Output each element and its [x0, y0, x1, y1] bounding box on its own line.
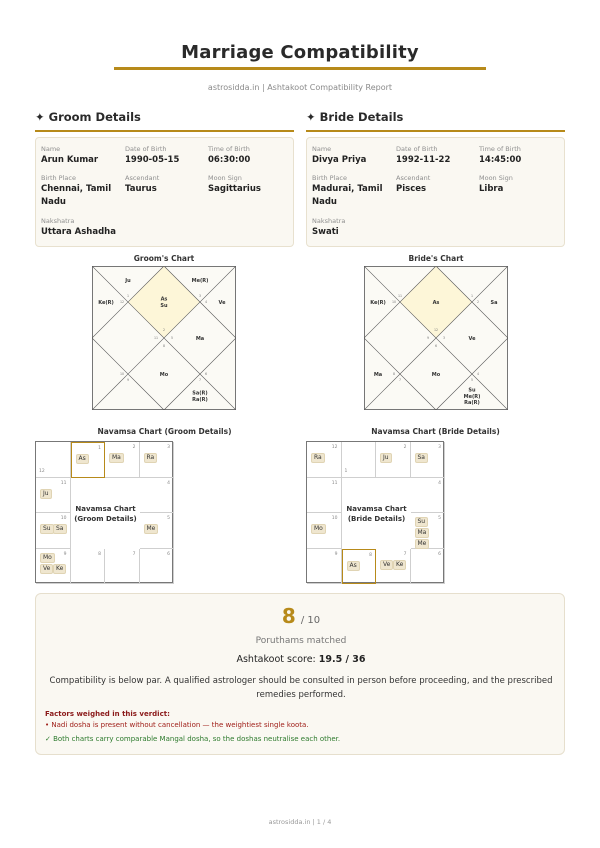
bride_navamsa-cell-vi [411, 549, 446, 585]
groom_chart-house-number: 7 [198, 378, 202, 383]
bride-place-field: Birth Place Madurai, Tamil Nadu [312, 174, 390, 209]
groom_navamsa-cell-sc [71, 549, 106, 585]
bride_navamsa-planet-sa: Sa [415, 453, 429, 463]
bride-heading-rule [306, 130, 565, 132]
groom_chart-planet-ker: Ke(R) [98, 299, 114, 306]
groom_chart-diamond [92, 266, 236, 410]
groom_chart-planet-ve: Ve [218, 299, 226, 306]
groom-heading-rule [35, 130, 294, 132]
sign-number: 9 [63, 551, 67, 557]
bride_chart-house-number: 3 [442, 336, 446, 341]
groom_navamsa-cell-ta [105, 442, 140, 478]
sign-number: 8 [98, 551, 101, 557]
title-underline [114, 67, 486, 70]
bride_chart-diamond [364, 266, 508, 410]
groom_chart-house-number: 2 [162, 328, 166, 333]
bride_chart-planet-ma: Ma [373, 371, 383, 378]
groom_navamsa-planet-ma: Ma [109, 453, 124, 463]
bride_navamsa-planet-ra: Ra [311, 453, 325, 463]
groom_navamsa-cell-le [140, 513, 175, 549]
groom-name-field: Name Arun Kumar [41, 145, 99, 165]
groom_chart-house-number: 8 [162, 344, 166, 349]
bride-asc: Pisces [396, 184, 427, 194]
groom-place-field: Birth Place Chennai, Tamil Nadu [41, 174, 119, 209]
groom_chart-planet-rar: Ra(R) [192, 397, 208, 403]
groom_navamsa-cell-cp [36, 513, 71, 549]
bride_chart-planet-as: As [432, 299, 440, 306]
bride_navamsa-planet-mo: Mo [311, 524, 326, 534]
bride-tob-field: Time of Birth 14:45:00 [479, 145, 522, 165]
sign-number: 8 [369, 552, 372, 558]
bride-name-field: Name Divya Priya [312, 145, 367, 165]
bride_chart-house-number: 9 [426, 336, 430, 341]
bride_navamsa-cell-ar [342, 442, 377, 478]
bride-chart-title: Bride's Chart [408, 254, 464, 263]
ashtakoot-label: Ashtakoot score: [236, 654, 316, 665]
groom_navamsa-planet-ju: Ju [40, 489, 52, 499]
sign-number: 10 [60, 516, 67, 521]
bride_chart-planet-ker: Ke(R) [370, 299, 386, 306]
bride-asc-field: Ascendant Pisces [396, 174, 431, 194]
groom_navamsa-planet-ra: Ra [144, 453, 158, 463]
porutham-score [36, 604, 566, 628]
groom_chart-house-number: 10 [119, 372, 125, 377]
groom_chart-planet-ma: Ma [195, 335, 205, 342]
bride_chart-house-number: 6 [434, 344, 438, 349]
groom-name: Arun Kumar [41, 155, 99, 165]
sign-number: 12 [331, 445, 338, 450]
verdict-card [35, 593, 565, 755]
bride-details-heading: ✦ Bride Details [306, 110, 404, 124]
groom-moon-field: Moon Sign Sagittarius [208, 174, 261, 194]
groom_navamsa-cell-aq [36, 478, 71, 514]
bride_navamsa-planet-su: Su [415, 517, 429, 527]
bride-moon: Libra [479, 184, 504, 194]
groom-chart-title: Groom's Chart [133, 254, 195, 263]
groom_chart-house-number: 6 [204, 372, 208, 377]
poruthams-label: Poruthams matched [255, 636, 347, 646]
groom_navamsa-planet-mo: Mo [40, 553, 55, 563]
groom_navamsa-planet-su: Su [40, 524, 54, 534]
groom_navamsa-cell-ge [140, 442, 175, 478]
bride_navamsa-cell-sg [307, 549, 342, 585]
ashtakoot-score [36, 654, 566, 665]
bride_chart-planet-mer: Me(R) [463, 393, 481, 400]
bride-name: Divya Priya [312, 155, 367, 165]
bride_chart-house-number: 5 [470, 378, 474, 383]
score-denominator: / 10 [300, 615, 321, 626]
groom-navamsa-title: Navamsa Chart (Groom Details) [97, 427, 232, 436]
groom-rasi-chart [92, 266, 236, 410]
bride_chart-house-number: 10 [391, 300, 397, 305]
groom_chart-house-number: 11 [153, 336, 159, 341]
ashtakoot-value: 19.5 / 36 [318, 654, 366, 665]
groom_chart-house-number: 9 [126, 378, 130, 383]
factor-positive: ✓ Both charts carry comparable Mangal dosha, so the doshas neutralise each other. [45, 735, 341, 743]
bride-dob: 1992-11-22 [396, 155, 451, 165]
sign-number: 9 [334, 551, 338, 557]
bride-tob: 14:45:00 [479, 155, 522, 165]
groom-tob-field: Time of Birth 06:30:00 [208, 145, 251, 165]
sign-number: 6 [167, 551, 170, 557]
bride_chart-house-number: 11 [397, 294, 403, 299]
sign-number: 5 [167, 516, 170, 521]
groom-details-card [35, 137, 294, 247]
groom-rasi-svg [92, 266, 236, 410]
bride_navamsa-cell-sc [342, 549, 377, 585]
sign-number: 3 [167, 445, 170, 450]
bride_navamsa-cell-ta [376, 442, 411, 478]
groom-tob: 06:30:00 [208, 155, 251, 165]
groom-asc-field: Ascendant Taurus [125, 174, 160, 194]
bride_chart-house-number: 1 [470, 294, 474, 299]
bride-rasi-chart [364, 266, 508, 410]
sign-number: 11 [60, 480, 67, 486]
sign-number: 6 [438, 551, 441, 557]
groom_navamsa-center-label: Navamsa Chart (Groom Details) [71, 478, 140, 549]
groom-place: Chennai, Tamil Nadu [41, 184, 112, 207]
groom-nak: Uttara Ashadha [41, 227, 116, 237]
sign-number: 4 [167, 480, 170, 486]
bride-navamsa-title: Navamsa Chart (Bride Details) [371, 427, 500, 436]
groom_navamsa-planet-as: As [76, 454, 89, 464]
groom-dob-field: Date of Birth 1990-05-15 [125, 145, 180, 165]
sign-number: 7 [132, 551, 136, 557]
bride-rasi-svg [364, 266, 508, 410]
bride_navamsa-planet-me: Me [415, 539, 430, 549]
groom_navamsa-cell-sg [36, 549, 71, 585]
bride_chart-planet-sa: Sa [490, 299, 498, 306]
groom-moon: Sagittarius [208, 184, 261, 194]
bride_navamsa-cell-cp [307, 513, 342, 549]
bride_navamsa-cell-aq [307, 478, 342, 514]
groom_chart-planet-su: Su [160, 303, 168, 309]
groom-dob: 1990-05-15 [125, 155, 180, 165]
bride-dob-field: Date of Birth 1992-11-22 [396, 145, 451, 165]
groom_navamsa-cell-ar [71, 442, 106, 478]
groom_chart-planet-ju: Ju [125, 277, 131, 284]
bride_navamsa-planet-ju: Ju [380, 453, 392, 463]
groom_navamsa-cell-li [105, 549, 140, 585]
bride_navamsa-planet-as: As [347, 561, 360, 571]
bride_chart-house-number: 7 [398, 378, 402, 383]
score-value: 8 [281, 604, 296, 628]
bride_chart-house-number: 2 [476, 300, 480, 305]
bride_chart-house-number: 12 [433, 328, 439, 333]
sign-number: 2 [132, 445, 136, 450]
sign-number: 2 [403, 445, 407, 450]
sign-number: 11 [331, 480, 338, 486]
groom-asc: Taurus [125, 184, 157, 194]
groom-navamsa-chart [35, 441, 173, 583]
bride_navamsa-cell-pi [307, 442, 342, 478]
bride_navamsa-planet-ke: Ke [393, 560, 406, 570]
groom_navamsa-cell-cn [140, 478, 175, 514]
groom_navamsa-planet-ve: Ve [40, 564, 53, 574]
groom_navamsa-planet-ke: Ke [53, 564, 66, 574]
bride_navamsa-cell-li [376, 549, 411, 585]
sign-number: 7 [403, 551, 407, 557]
groom_chart-planet-sar: Sa(R) [192, 390, 208, 397]
bride-navamsa-chart [306, 441, 444, 583]
bride_navamsa-planet-ve: Ve [380, 560, 393, 570]
bride_chart-planet-su: Su [468, 387, 476, 394]
sign-number: 10 [331, 516, 338, 521]
factor-negative: • Nadi dosha is present without cancellation — the weightiest single koota. [45, 721, 309, 729]
groom_navamsa-cell-vi [140, 549, 175, 585]
groom_chart-house-number: 3 [198, 294, 202, 299]
groom_chart-planet-as: As [160, 296, 168, 303]
groom-nak-field: Nakshatra Uttara Ashadha [41, 217, 116, 237]
groom_navamsa-planet-me: Me [144, 524, 159, 534]
groom_chart-house-number: 4 [204, 300, 208, 305]
bride_navamsa-planet-ma: Ma [415, 528, 430, 538]
bride-nak-field: Nakshatra Swati [312, 217, 346, 237]
bride_chart-house-number: 4 [476, 372, 480, 377]
factors-title: Factors weighed in this verdict: [45, 710, 170, 718]
bride_navamsa-cell-le [411, 513, 446, 549]
bride-moon-field: Moon Sign Libra [479, 174, 513, 194]
groom_chart-house-number: 1 [126, 294, 130, 299]
bride_chart-planet-rar: Ra(R) [464, 400, 480, 407]
sign-number: 1 [344, 468, 348, 474]
groom_chart-house-number: 12 [119, 300, 125, 305]
groom_chart-house-number: 5 [170, 336, 174, 341]
report-subtitle: astrosidda.in | Ashtakoot Compatibility Report [207, 83, 393, 92]
groom-details-heading: ✦ Groom Details [35, 110, 141, 124]
bride-place: Madurai, Tamil Nadu [312, 184, 383, 207]
bride_chart-planet-ve: Ve [468, 335, 476, 342]
page-footer: astrosidda.in | 1 / 4 [268, 818, 332, 826]
sign-number: 1 [98, 446, 101, 451]
groom_chart-planet-mo: Mo [159, 371, 169, 378]
groom_navamsa-cell-pi [36, 442, 71, 478]
bride_chart-planet-mo: Mo [431, 371, 441, 378]
bride_chart-house-number: 8 [392, 372, 396, 377]
bride-details-card [306, 137, 565, 247]
report-title: Marriage Compatibility [181, 42, 419, 63]
groom_chart-planet-mer: Me(R) [191, 277, 209, 284]
sign-number: 3 [438, 445, 441, 450]
verdict-summary: Compatibility is below par. A qualified astrologer should be consulted in person before proceeding, and the prescribed remedies performed. [49, 676, 553, 700]
bride_navamsa-cell-ge [411, 442, 446, 478]
sign-number: 12 [39, 468, 45, 474]
sign-number: 5 [438, 516, 441, 521]
bride_navamsa-cell-cn [411, 478, 446, 514]
bride_navamsa-center-label: Navamsa Chart (Bride Details) [342, 478, 411, 549]
groom_navamsa-planet-sa: Sa [53, 524, 67, 534]
sign-number: 4 [438, 480, 441, 486]
bride-nak: Swati [312, 227, 339, 237]
